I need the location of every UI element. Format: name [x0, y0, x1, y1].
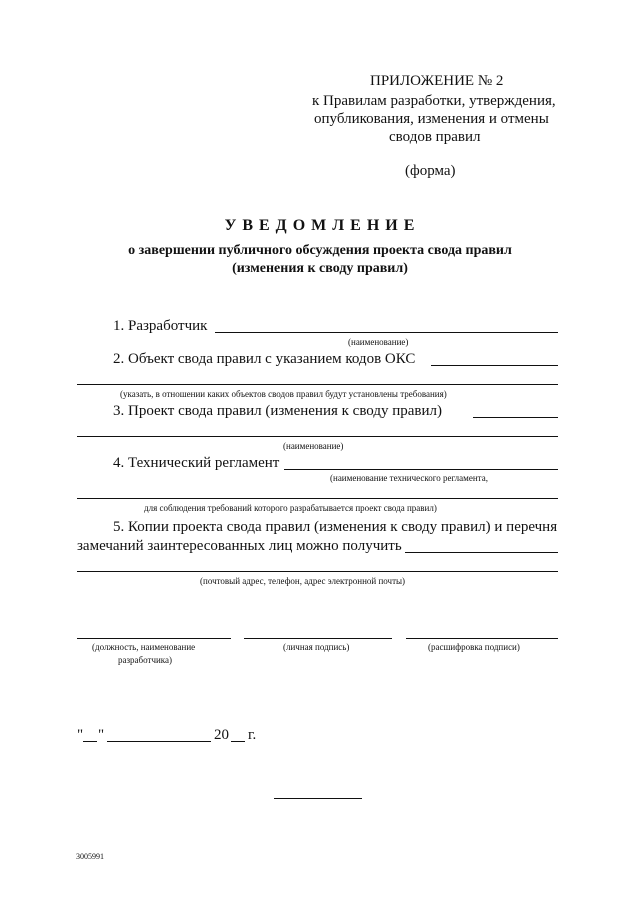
position-field[interactable]: [77, 638, 231, 639]
appendix-line-2: опубликования, изменения и отмены: [314, 111, 549, 127]
date-day-field[interactable]: [83, 741, 97, 742]
project-field[interactable]: [473, 417, 558, 418]
date-quote-open: ": [77, 727, 84, 743]
regulation-hint-1: (наименование технического регламента,: [330, 473, 488, 483]
signature-decode-field[interactable]: [406, 638, 558, 639]
object-hint: (указать, в отношении каких объектов сводов правил будут установлены требования): [120, 389, 447, 399]
form-label: (форма): [405, 163, 456, 179]
developer-field[interactable]: [215, 332, 558, 333]
date-quote-close: ": [98, 727, 105, 743]
signature-hint: (личная подпись): [283, 642, 350, 652]
end-separator-line: [274, 798, 362, 799]
regulation-label: 4. Технический регламент: [113, 455, 280, 471]
regulation-field[interactable]: [284, 469, 558, 470]
copies-field[interactable]: [405, 552, 558, 553]
date-year-suffix: г.: [248, 727, 257, 743]
position-hint-1: (должность, наименование: [92, 642, 196, 652]
document-subtitle-2: (изменения к своду правил): [232, 261, 408, 276]
project-field-continued[interactable]: [77, 436, 558, 437]
developer-label: 1. Разработчик: [113, 318, 208, 334]
copies-label-line-1: 5. Копии проекта свода правил (изменения к своду правил) и перечня: [113, 519, 558, 535]
date-year-field[interactable]: [231, 741, 245, 742]
regulation-hint-2: для соблюдения требований которого разрабатывается проект свода правил): [144, 503, 437, 513]
date-year-prefix: 20: [214, 727, 229, 743]
copies-label-line-2: замечаний заинтересованных лиц можно получить: [77, 538, 402, 554]
copies-field-continued[interactable]: [77, 571, 558, 572]
object-field[interactable]: [431, 365, 558, 366]
signature-field[interactable]: [244, 638, 392, 639]
appendix-line-1: к Правилам разработки, утверждения,: [312, 93, 556, 109]
object-label: 2. Объект свода правил с указанием кодов ОКС: [113, 351, 416, 367]
date-month-field[interactable]: [107, 741, 211, 742]
regulation-field-continued[interactable]: [77, 498, 558, 499]
project-hint: (наименование): [283, 441, 344, 451]
document-number: 3005991: [76, 852, 104, 861]
appendix-title: ПРИЛОЖЕНИЕ № 2: [370, 73, 504, 89]
developer-hint: (наименование): [348, 337, 409, 347]
document-title: У В Е Д О М Л Е Н И Е: [224, 217, 416, 234]
copies-hint: (почтовый адрес, телефон, адрес электронной почты): [200, 576, 406, 586]
document-subtitle-1: о завершении публичного обсуждения проекта свода правил: [128, 243, 512, 258]
appendix-line-3: сводов правил: [389, 129, 481, 145]
decode-hint: (расшифровка подписи): [428, 642, 520, 652]
object-field-continued[interactable]: [77, 384, 558, 385]
position-hint-2: разработчика): [118, 655, 173, 665]
project-label: 3. Проект свода правил (изменения к своду правил): [113, 403, 443, 419]
